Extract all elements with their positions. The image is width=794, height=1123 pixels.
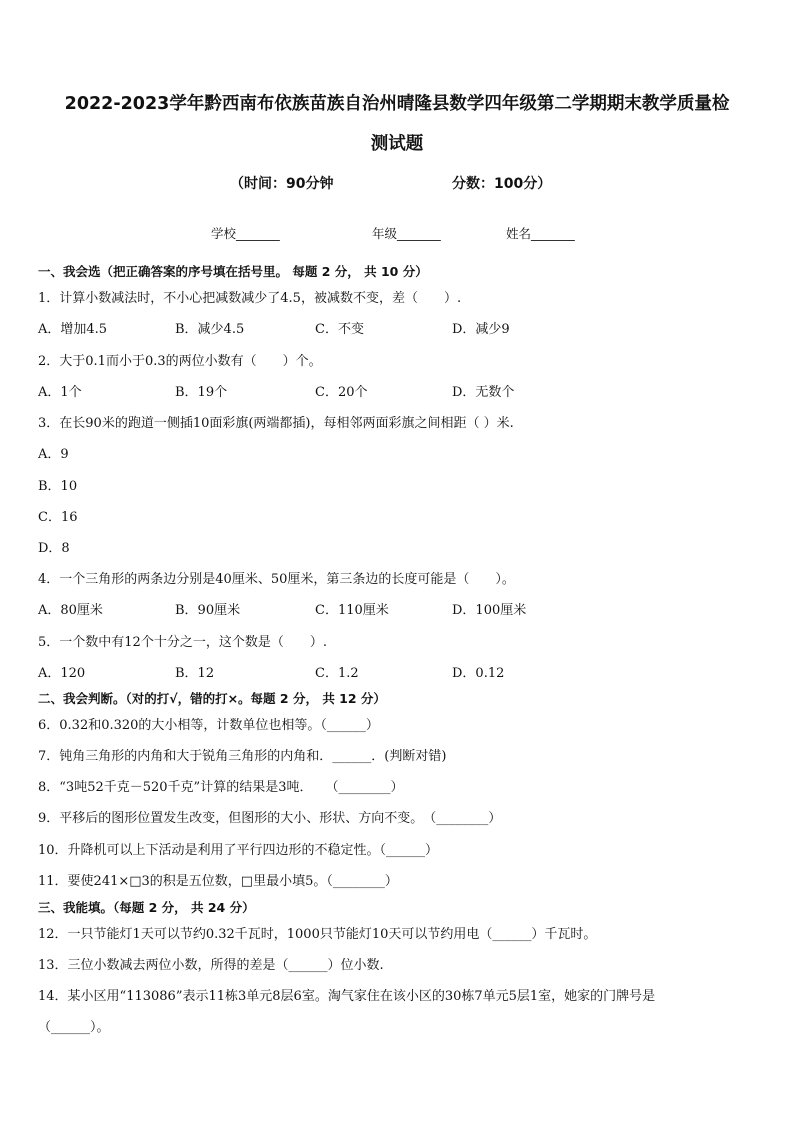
q5-option-a: A．120	[38, 666, 86, 681]
q2-option-b: B．19个	[175, 385, 228, 400]
question-7: 7．钝角三角形的内角和大于锐角三角形的内角和．______．(判断对错)	[38, 749, 447, 764]
question-8: 8．“3吨52千克－520千克”计算的结果是3吨． （________）	[38, 780, 404, 795]
q2-option-d: D．无数个	[452, 385, 515, 400]
q1-option-b: B．减少4.5	[175, 322, 245, 337]
q3-option-d: D．8	[38, 541, 70, 556]
section-heading-fill: 三、我能填。（每题 2 分， 共 24 分）	[38, 900, 255, 915]
exam-title-line2: 测试题	[370, 134, 424, 154]
q3-option-b: B．10	[38, 479, 78, 494]
question-9: 9．平移后的图形位置发生改变，但图形的大小、形状、方向不变。 （________）	[38, 811, 502, 826]
q1-option-a: A．增加4.5	[38, 322, 108, 337]
q2-option-a: A．1个	[38, 385, 82, 400]
q1-option-c: C．不变	[315, 322, 364, 337]
exam-time: （时间：90分钟	[230, 176, 334, 192]
question-12: 12．一只节能灯1天可以节约0.32千瓦时，1000只节能灯10天可以节约用电（______）千瓦时。	[38, 927, 597, 942]
q5-option-d: D．0.12	[452, 666, 505, 681]
q5-option-c: C．1.2	[315, 666, 359, 681]
q3-option-a: A．9	[38, 447, 69, 462]
question-14-continued: （______）。	[38, 1020, 110, 1035]
section-heading-judge: 二、我会判断。（对的打√，错的打×。每题 2 分， 共 12 分）	[38, 691, 386, 706]
question-5: 5．一个数中有12个十分之一，这个数是（ ）.	[38, 635, 327, 650]
q4-option-d: D．100厘米	[452, 603, 527, 618]
name-field: 姓名_______	[506, 226, 575, 241]
question-2: 2．大于0.1而小于0.3的两位小数有（ ）个。	[38, 354, 322, 369]
q4-option-c: C．110厘米	[315, 603, 389, 618]
exam-score: 分数：100分）	[452, 176, 552, 192]
q5-option-b: B．12	[175, 666, 215, 681]
q4-option-b: B．90厘米	[175, 603, 241, 618]
question-14: 14．某小区用“113086”表示11栋3单元8层6室。淘气家住在该小区的30栋7单元5层1室，她家的门牌号是	[38, 989, 656, 1004]
q1-option-d: D．减少9	[452, 322, 510, 337]
grade-field: 年级_______	[372, 226, 441, 241]
question-4: 4．一个三角形的两条边分别是40厘米、50厘米，第三条边的长度可能是（ ）。	[38, 572, 515, 587]
q3-option-c: C．16	[38, 510, 78, 525]
exam-title-line1: 2022-2023学年黔西南布依族苗族自治州晴隆县数学四年级第二学期期末教学质量检	[64, 94, 730, 114]
question-13: 13．三位小数减去两位小数，所得的差是（______）位小数.	[38, 958, 384, 973]
question-3: 3．在长90米的跑道一侧插10面彩旗(两端都插)，每相邻两面彩旗之间相距（ ）米.	[38, 416, 514, 431]
question-10: 10．升降机可以上下活动是利用了平行四边形的不稳定性。（______）	[38, 843, 439, 858]
school-field: 学校_______	[211, 226, 280, 241]
question-6: 6．0.32和0.320的大小相等，计数单位也相等。（______）	[38, 718, 379, 733]
question-11: 11．要使241×□3的积是五位数，□里最小填5。（________）	[38, 874, 398, 889]
question-1: 1．计算小数减法时，不小心把减数减少了4.5，被减数不变，差（ ）.	[38, 291, 462, 306]
q2-option-c: C．20个	[315, 385, 368, 400]
q4-option-a: A．80厘米	[38, 603, 103, 618]
section-heading-choice: 一、我会选（把正确答案的序号填在括号里。 每题 2 分， 共 10 分）	[38, 264, 428, 279]
